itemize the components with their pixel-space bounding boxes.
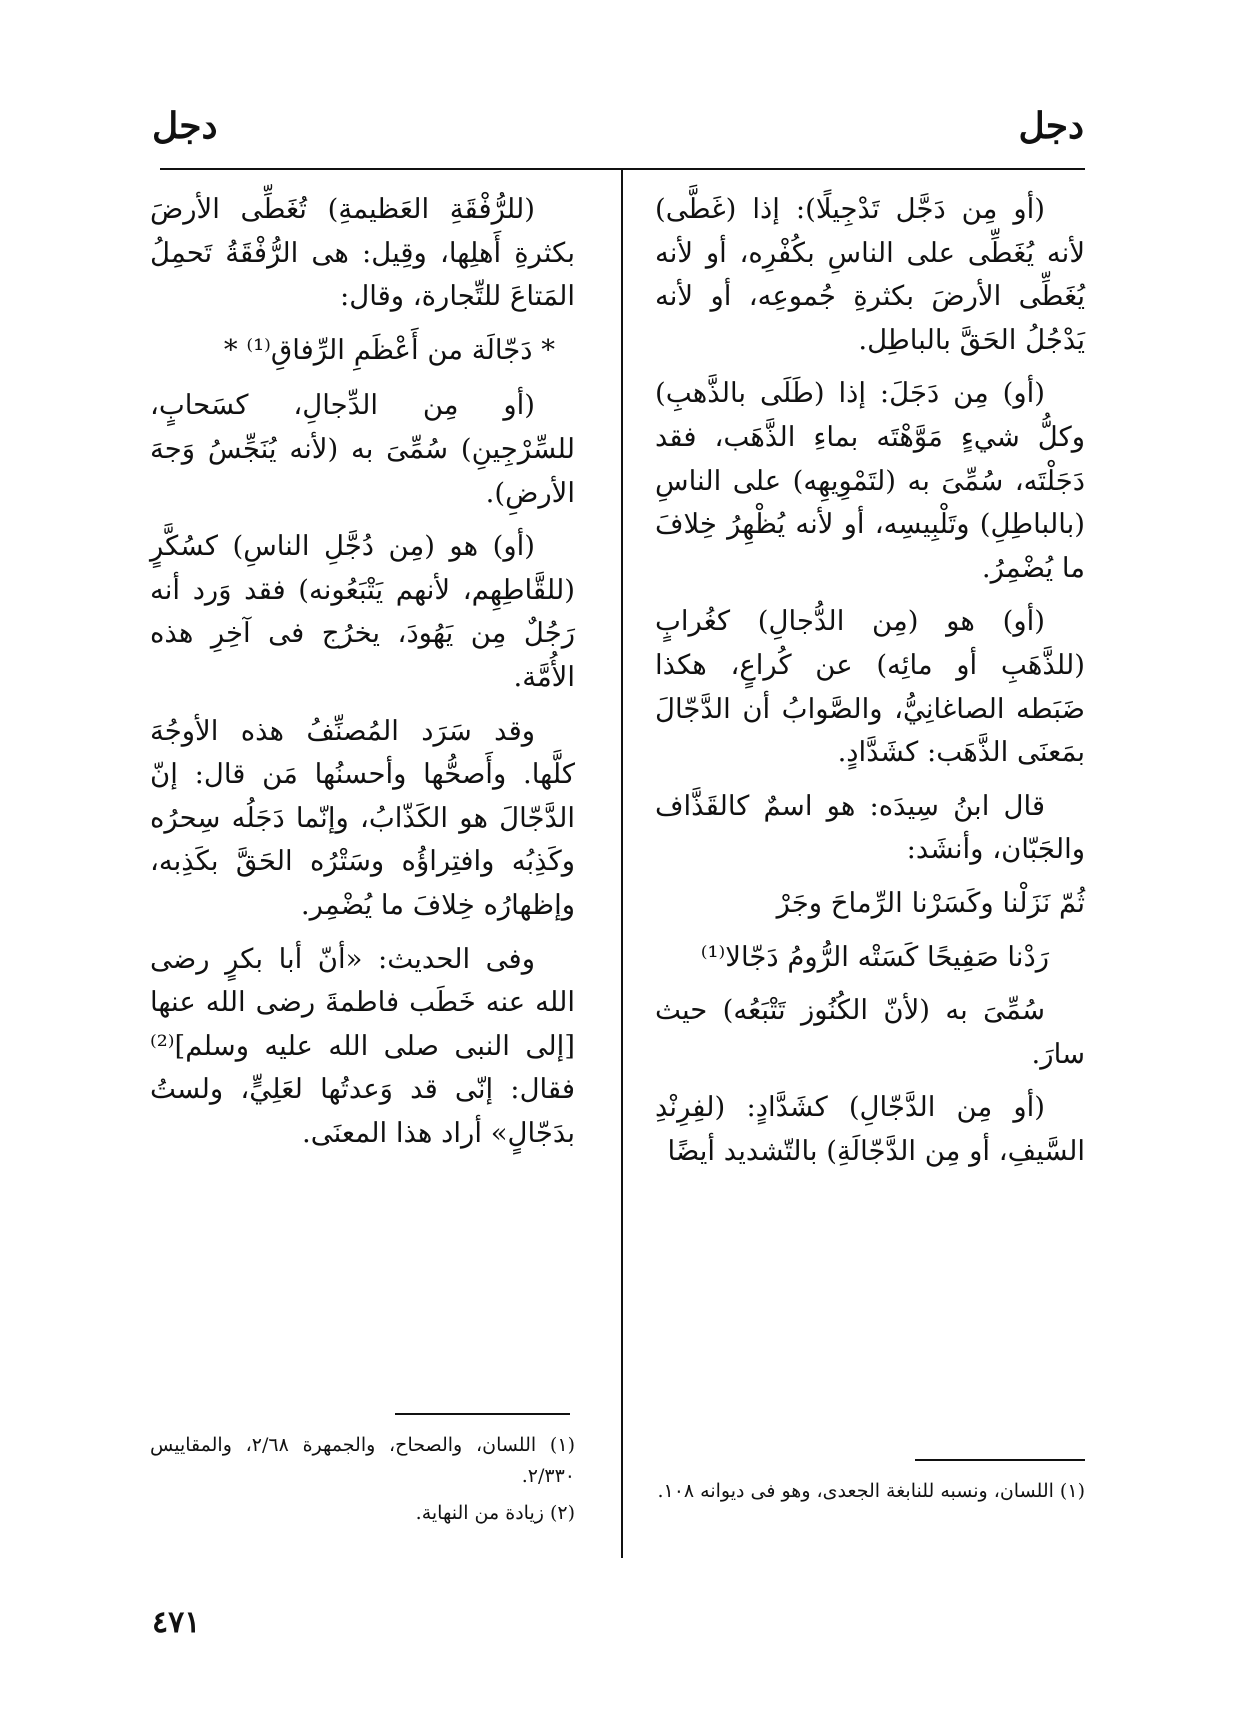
paragraph: قال ابنُ سِيدَه: هو اسمٌ كالقَذَّاف والجَبّان، وأنشَد: (655, 789, 1085, 866)
paragraph: (أو مِن دَجَّل تَدْجِيلًا): إذا (غَطَّى) لأنه يُغَطِّى على الناسِ بكُفْرِه، أو لأنه يُغَطِّى الأرضَ بكثرةِ جُموعِه، أو لأنه يَدْجُلُ الحَقَّ بالباطِل. (655, 193, 1085, 356)
footnotes-right (655, 1476, 1085, 1513)
footnote-rule-left (395, 1413, 570, 1415)
footnote: (١) اللسان، ونسبه للنابغة الجعدى، وهو فى ديوانه ١٠٨. (657, 1480, 1085, 1502)
paragraph: سُمِّىَ به (لأنّ الكُنُوز تَتْبَعُه) حيث سارَ. (655, 994, 1085, 1070)
running-head-left: دجل (152, 105, 218, 147)
verse-line: * دَجّالَة من أَعْظَمِ الرِّفاقِ⁽¹⁾ * (223, 333, 555, 366)
paragraph: وفى الحديث: «أنّ أبا بكرٍ رضى الله عنه خَطَب فاطمةَ رضى الله عنها [إلى النبى صلى الله عليه وسلم]⁽²⁾ فقال: إنّى قد وَعدتُها لعَلِيٍّ، ولستُ بدَجّالٍ» أراد هذا المعنَى. (150, 942, 575, 1149)
footnote-rule-right (915, 1459, 1085, 1461)
paragraph: (أو مِن الدَّجّالِ) كشَدَّادٍ: (لفِرِنْدِ السَّيفِ، أو مِن الدَّجّالَةِ) بالتّشديد أيضًا (655, 1091, 1085, 1167)
running-head-right: دجل (1018, 105, 1084, 147)
paragraph: وقد سَرَد المُصنِّفُ هذه الأوجُهَ كلَّها. وأَصحُّها وأحسنُها مَن قال: إنّ الدَّجّالَ هو الكَذّابُ، وإنّما دَجَلُه سِحرُه وكَذِبُه وافتِراؤُه وسَتْرُه الحَقَّ بكَذِبه، وإظهارُه خِلافَ ما يُضْمِر. (150, 714, 575, 921)
paragraph: (أو) هو (مِن دُجَّلِ الناسِ) كسُكَّرٍ (للقَّاطِهِم، لأنهم يَتْبَعُونه) فقد وَرد أنه رَجُلٌ مِن يَهُودَ، يخرُج فى آخِرِ هذه الأُمَّة. (150, 530, 575, 693)
page-number: ٤٧١ (152, 1605, 201, 1640)
paragraph: (أو) هو (مِن الدُّجالِ) كغُرابٍ (للذَّهَبِ أو مائِه) عن كُراعٍ، هكذا ضَبَطه الصاغانِيُّ، والصَّوابُ أن الدَّجّالَ بمَعنَى الذَّهَب: كشَدَّادٍ. (655, 605, 1085, 769)
footnotes-left (150, 1430, 575, 1535)
footnote: (١) اللسان، والصحاح، والجمهرة ٢/٦٨، والمقاييس ٢/٣٣٠. (150, 1434, 575, 1487)
footnote: (٢) زيادة من النهاية. (415, 1502, 575, 1524)
right-column (655, 188, 1085, 1183)
left-column (150, 188, 575, 1165)
verse-line: ثُمّ نَزَلْنا وكَسَرْنا الرِّماحَ وجَرْ (776, 886, 1085, 919)
column-divider (621, 168, 623, 1558)
paragraph: (أو) مِن دَجَلَ: إذا (طَلَى بالذَّهبِ) وكلُّ شيءٍ مَوَّهْتَه بماءِ الذَّهَب، فقد دَجَلْتَه، سُمِّىَ به (لتَمْوِيهِه) على الناسِ (بالباطِلِ) وتَلْبِيسِه، أو لأنه يُظْهِرُ خِلافَ ما يُضْمِرُ. (655, 377, 1085, 584)
verse-line: رَدْنا صَفِيحًا كَسَتْه الرُّومُ دَجّالا⁽¹⁾ (700, 940, 1049, 973)
paragraph: (للرُّفْقَةِ العَظيمةِ) تُغَطِّى الأرضَ بكثرةِ أَهلِها، وقِيل: هى الرُّفْقَةُ تَحمِلُ المَتاعَ للتِّجارة، وقال: (150, 193, 575, 313)
paragraph: (أو مِن الدِّجالِ، كسَحابٍ، للسِّرْجِينِ) سُمِّىَ به (لأنه يُنَجِّسُ وَجهَ الأرضِ). (150, 389, 575, 509)
